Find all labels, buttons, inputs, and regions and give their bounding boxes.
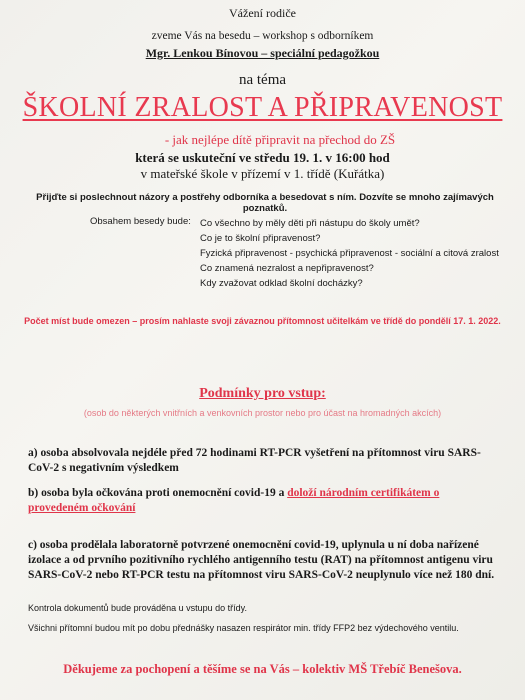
main-title: ŠKOLNÍ ZRALOST A PŘIPRAVENOST <box>22 92 503 123</box>
agenda-item: Fyzická připravenost - psychická připravenost - sociální a citová zralost <box>200 248 499 259</box>
respirator-note: Všichni přítomní budou mít po dobu přednášky nasazen respirátor min. třídy FFP2 bez výdechového ventilu. <box>28 623 459 633</box>
document-check-note: Kontrola dokumentů bude prováděna u vstupu do třídy. <box>28 603 247 613</box>
condition-c: c) osoba prodělala laboratorně potvrzené onemocnění covid-19, uplynula u ní doba nařízené izolace a od prvního pozitivního rychlého antigenního testu (RAT) na přítomnost antigenu viru SARS-CoV-2 nebo RT-PCR testu na přítomnost viru SARS-CoV-2 neuplynulo více než 180 dní. <box>28 539 495 581</box>
event-datetime: která se uskuteční ve středu 19. 1. v 16:00 hod <box>135 150 390 165</box>
conditions-note: (osob do některých vnitřních a venkovních prostor nebo pro účast na hromadných akcích) <box>83 408 442 418</box>
agenda-label: Obsahem besedy bude: <box>90 216 191 227</box>
agenda-list <box>200 216 500 291</box>
agenda-item: Co všechno by měly děti při nástupu do školy umět? <box>200 218 420 229</box>
agenda-item: Co je to školní připravenost? <box>200 233 321 244</box>
agenda-item: Kdy zvažovat odklad školní docházky? <box>200 278 363 289</box>
condition-b <box>28 486 500 516</box>
certificate-link[interactable]: doloží národním certifikátem o provedeném očkování <box>28 487 440 514</box>
conditions-title: Podmínky pro vstup: <box>199 386 326 401</box>
event-location: v mateřské škole v přízemí v 1. třídě (Kuřátka) <box>140 166 385 181</box>
condition-a: a) osoba absolvovala nejdéle před 72 hodinami RT-PCR vyšetření na přítomnost viru SARS-CoV-2 s negativním výsledkem <box>28 447 481 474</box>
expert-name: Mgr. Lenkou Bínovou – speciální pedagožkou <box>145 46 380 60</box>
thanks-line: Děkujeme za pochopení a těšíme se na Vás – kolektiv MŠ Třebíč Benešova. <box>63 662 462 676</box>
agenda-item: Co znamená nezralost a nepřipravenost? <box>200 263 374 274</box>
topic-label: na téma <box>238 72 287 88</box>
intro-text: Přijďte si poslechnout názory a postřehy odborníka a besedovat s ním. Dozvíte se mnoho zajímavých poznatků. <box>36 192 494 214</box>
subtitle: - jak nejlépe dítě připravit na přechod do ZŠ <box>164 132 396 147</box>
salutation: Vážení rodiče <box>229 6 296 20</box>
invitation-line: zveme Vás na besedu – workshop s odborníkem <box>151 30 374 42</box>
capacity-notice: Počet míst bude omezen – prosím nahlaste svoji závaznou přítomnost učitelkám ve třídě do pondělí 17. 1. 2022. <box>24 316 501 326</box>
condition-b-text: b) osoba byla očkována proti onemocnění covid-19 a <box>28 487 288 499</box>
